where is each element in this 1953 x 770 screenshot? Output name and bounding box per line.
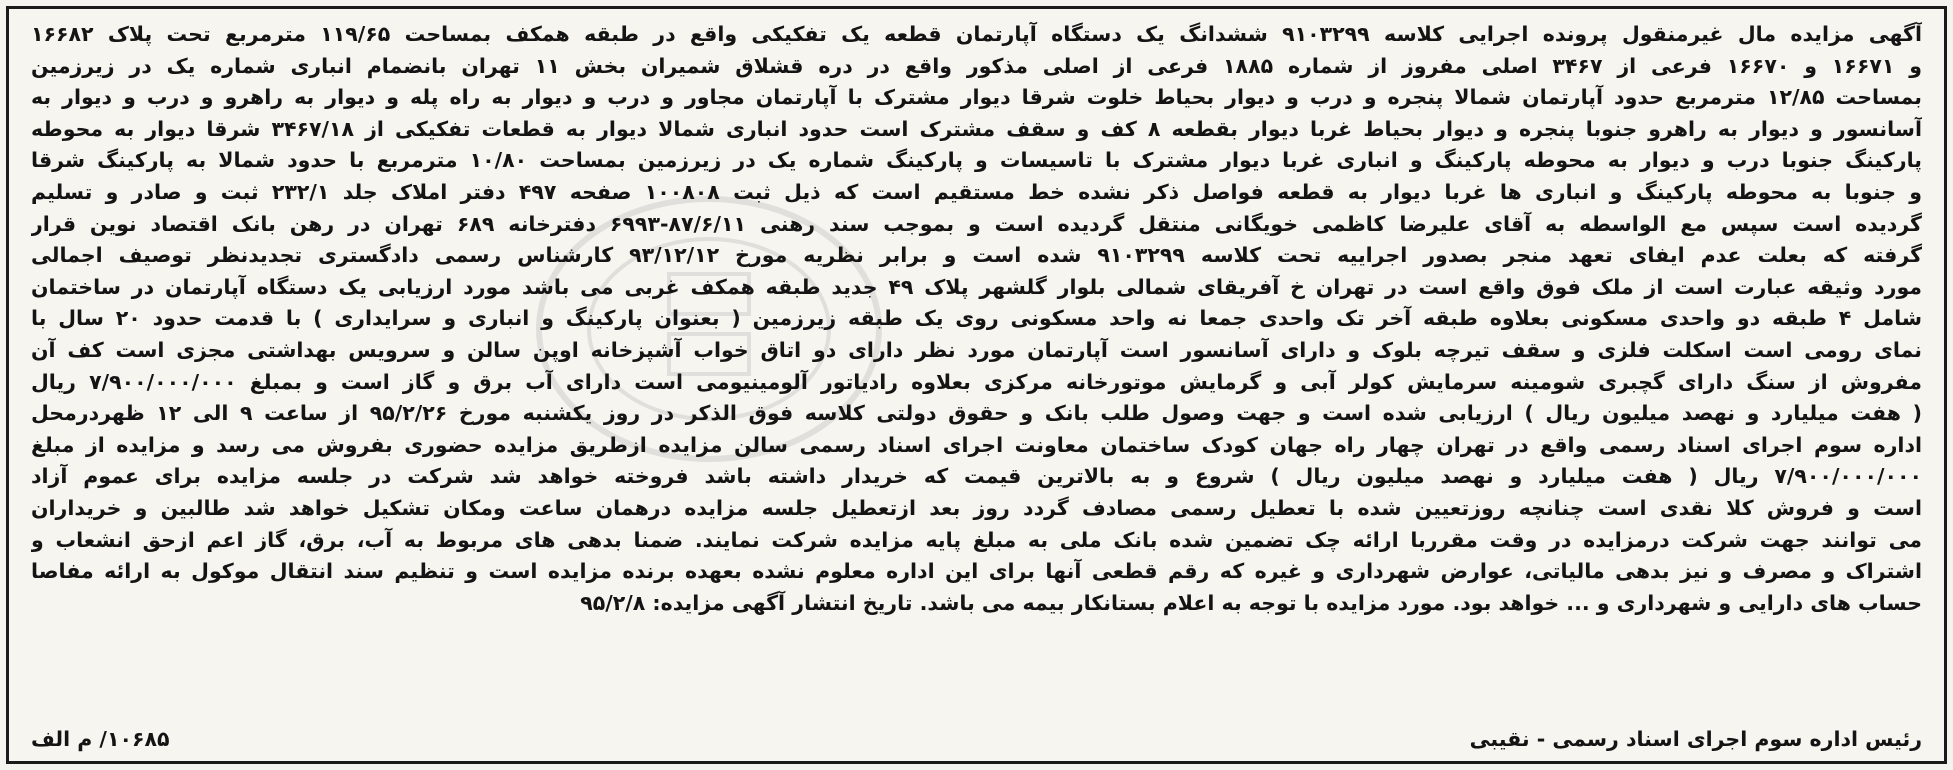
notice-line: گردیده است سپس مع الواسطه به آقای علیرضا کاظمی خویگانی منتقل گردیده است و بموجب سند رهنی ۸۷/۶/۱۱-۶۹۹۳ دفترخانه ۶۸۹ تهران در رهن بانک اقتصاد نوین قرار: [31, 211, 1922, 236]
notice-line: ۷/۹۰۰/۰۰۰/۰۰۰ ریال ( هفت میلیارد و نهصد میلیون ریال ) شروع و به بالاترین قیمت که خریدار داشته باشد فروخته خواهد شد شرکت در جلسه مزایده برای عموم آزاد: [31, 464, 1922, 489]
notice-line: مفروش از سنگ دارای گچبری شومینه سرمایش کولر آبی و گرمایش موتورخانه مرکزی بعلاوه رادیاتور آلومینیومی است دارای آب برق و گاز است و بمبلغ ۷/۹۰۰/۰۰۰/۰۰۰ ریال: [31, 369, 1922, 394]
notice-line: اداره سوم اجرای اسناد رسمی واقع در تهران چهار راه جهان کودک ساختمان معاونت اجرای اسناد رسمی سالن مزایده ازطریق مزایده حضوری بفروش می رسد و مزایده از مبلغ: [31, 432, 1922, 457]
notice-code: ۱۰۶۸۵/ م الف: [31, 727, 170, 751]
notice-line: است و فروش کلا نقدی است چنانچه روزتعیین شده با تعطیل رسمی مصادف گردد روز بعد ازتعطیل جلسه مزایده درهمان ساعت ومکان تشکیل خواهد شد طالبین و خریداران: [31, 495, 1922, 520]
notice-line: پارکینگ جنوبا درب و دیوار به محوطه پارکینگ و انباری غربا دیوار مشترک با تاسیسات و پارکینگ شماره یک در زیرزمین بمساحت ۱۰/۸۰ مترمربع با حدود شمالا به پارکینگ شرقا: [31, 148, 1922, 173]
notice-line: آسانسور و دیوار به راهرو جنوبا پنجره و دیوار بحیاط غربا دیوار بقطعه ۸ کف و سقف مشترک است حدود انباری شمالا دیوار به قطعات تفکیکی از ۳۴۶۷/۱۸ شرقا دیوار به محوطه: [31, 116, 1922, 141]
signature: رئیس اداره سوم اجرای اسناد رسمی - نقیبی: [1469, 727, 1922, 751]
notice-line: حساب های دارایی و شهرداری و ... خواهد بود. مورد مزایده با توجه به اعلام بستانکار بیمه می باشد. تاریخ انتشار آگهی مزایده: ۹۵/۲/۸: [580, 590, 1922, 615]
notice-footer: [31, 721, 1922, 753]
notice-line: گرفته که بعلت عدم ایفای تعهد منجر بصدور اجراییه تحت کلاسه ۹۱۰۳۲۹۹ شده است و برابر نظریه مورخ ۹۳/۱۲/۱۲ کارشناس رسمی دادگستری تجدیدنظر توصیف اجمالی: [31, 243, 1922, 268]
notice-line: می توانند جهت شرکت درمزایده در وقت مقرربا ارائه چک تضمین شده بانک ملی به مبلغ پایه مزایده شرکت نمایند. ضمنا بدهی های مربوط به آب، برق، گاز اعم ازحق انشعاب و: [31, 527, 1922, 552]
notice-line: شامل ۴ طبقه دو واحدی مسکونی بعلاوه طبقه آخر تک واحدی جمعا نه واحد مسکونی روی یک طبقه زیرزمین ( بعنوان پارکینگ و انباری و سرایداری ) با قدمت حدود ۲۰ سال با: [31, 306, 1922, 331]
notice-line: نمای رومی است اسکلت فلزی و سقف تیرچه بلوک و دارای آسانسور است آپارتمان مورد نظر دارای دو اتاق خواب آشپزخانه اوپن سالن و سرویس بهداشتی مجزی است کف آن: [31, 337, 1922, 362]
notice-line: آگهی مزایده مال غیرمنقول پرونده اجرایی کلاسه ۹۱۰۳۲۹۹ ششدانگ یک دستگاه آپارتمان قطعه یک تفکیکی واقع در طبقه همکف بمساحت ۱۱۹/۶۵ مترمربع تحت پلاک ۱۶۶۸۲: [31, 22, 1922, 46]
notice-line: و ۱۶۶۷۱ و ۱۶۶۷۰ فرعی از ۳۴۶۷ اصلی مفروز از شماره ۱۸۸۵ فرعی از اصلی مذکور واقع در دره قشلاق شمیران بخش ۱۱ تهران بانضمام انباری شماره یک در زیرزمین: [31, 53, 1922, 78]
notice-line: بمساحت ۱۲/۸۵ مترمربع حدود آپارتمان شمالا پنجره و درب و دیوار بحیاط خلوت شرقا دیوار مشترک با آپارتمان مجاور و درب و دیوار به راه پله و دیوار به راهرو و درب و دیوار به: [31, 85, 1922, 110]
notice-line: مورد وثیقه عبارت است از ملک فوق واقع است در تهران خ آفریقای شمالی بلوار گلشهر پلاک ۴۹ جدید طبقه همکف غربی می باشد مورد ارزیابی یک دستگاه آپارتمان در ساختمان: [31, 274, 1922, 299]
notice-line: اشتراک و مصرف و نیز بدهی مالیاتی، عوارض شهرداری و غیره که رقم قطعی آنها برای این اداره معلوم نشده بعهده برنده مزایده است و تنظیم سند انتقال موکول به ارائه مفاصا: [31, 559, 1922, 584]
notice-frame: [6, 6, 1947, 764]
notice-line: و جنوبا به محوطه پارکینگ و انباری ها غربا دیوار به قطعه فواصل ذکر نشده خط مستقیم است که ذیل ثبت ۱۰۰۸۰۸ صفحه ۴۹۷ دفتر املاک جلد ۲۳۲/۱ ثبت و صادر و تسلیم: [31, 179, 1922, 204]
notice-body: [31, 19, 1922, 619]
notice-line: ( هفت میلیارد و نهصد میلیون ریال ) ارزیابی شده است و جهت وصول طلب بانک و حقوق دولتی کلاسه فوق الذکر در روز یکشنبه مورخ ۹۵/۲/۲۶ از ساعت ۹ الی ۱۲ ظهردرمحل: [31, 401, 1922, 426]
